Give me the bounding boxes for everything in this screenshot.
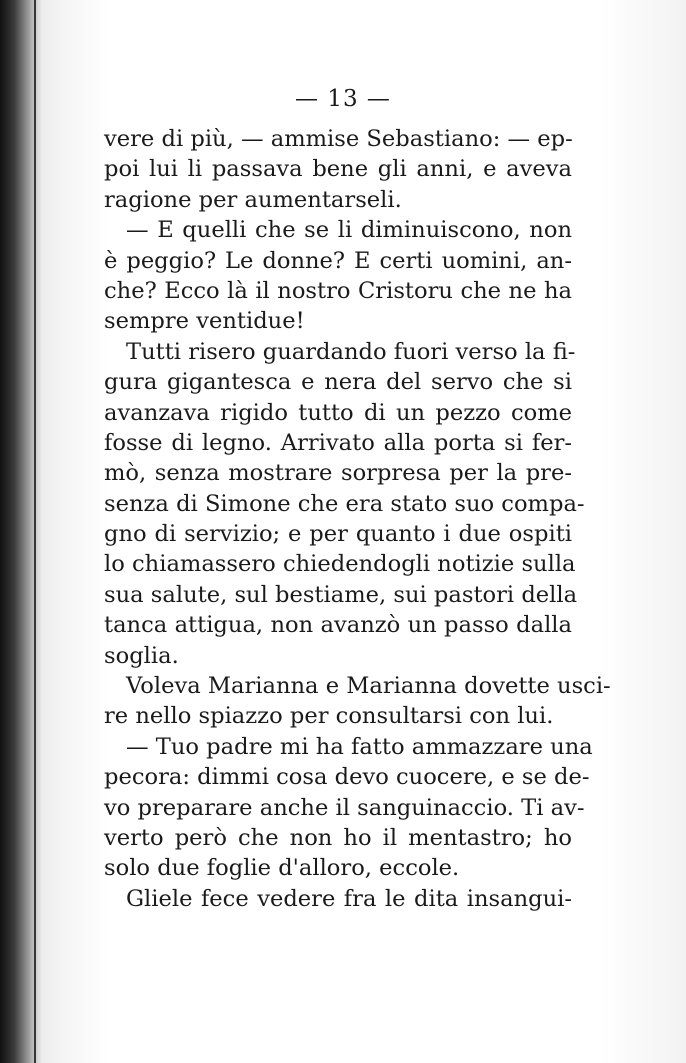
- page-number: — 13 —: [295, 86, 391, 112]
- text-line: sua salute, sul bestiame, sui pastori della: [104, 581, 578, 608]
- text-line: gura gigantesca e nera del servo che si: [104, 369, 572, 396]
- text-line: re nello spiazzo per consultarsi con lui.: [104, 703, 554, 730]
- body-text: [104, 124, 611, 914]
- page-binding-line: [34, 0, 36, 1063]
- text-line: poi lui li passava bene gli anni, e aveva: [104, 156, 572, 183]
- text-line: solo due foglie d'alloro, eccole.: [104, 855, 460, 882]
- text-line: vere di più, — ammise Sebastiano: — ep-: [104, 126, 573, 152]
- text-line: lo chiamassero chiedendogli notizie sulla: [104, 551, 576, 578]
- text-line: vo preparare anche il sanguinaccio. Ti av-: [104, 794, 585, 821]
- text-line: — Tuo padre mi ha fatto ammazzare una: [126, 733, 593, 760]
- text-line: ragione per aumentarseli.: [104, 186, 402, 213]
- text-line: fosse di legno. Arrivato alla porta si fer-: [104, 429, 572, 456]
- text-line: tanca attigua, non avanzò un passo dalla: [104, 612, 572, 639]
- text-line: avanzava rigido tutto di un pezzo come: [104, 399, 572, 426]
- text-line: sempre ventidue!: [104, 308, 305, 335]
- text-line: pecora: dimmi cosa devo cuocere, e se de-: [104, 764, 590, 791]
- text-line: Voleva Marianna e Marianna dovette usci-: [126, 673, 611, 700]
- text-line: Tutti risero guardando fuori verso la fi-: [126, 338, 576, 365]
- text-line: verto però che non ho il mentastro; ho: [104, 824, 572, 851]
- text-line: che? Ecco là il nostro Cristoru che ne ha: [104, 277, 572, 304]
- text-line: — E quelli che se li diminuiscono, non: [126, 217, 572, 244]
- text-line: Gliele fece vedere fra le dita insangui-: [126, 885, 572, 912]
- text-line: senza di Simone che era stato suo compa-: [104, 490, 585, 517]
- text-line: gno di servizio; e per quanto i due ospiti: [104, 521, 572, 548]
- text-line: mò, senza mostrare sorpresa per la pre-: [104, 460, 572, 487]
- text-line: soglia.: [104, 642, 179, 669]
- text-line: è peggio? Le donne? E certi uomini, an-: [104, 247, 572, 274]
